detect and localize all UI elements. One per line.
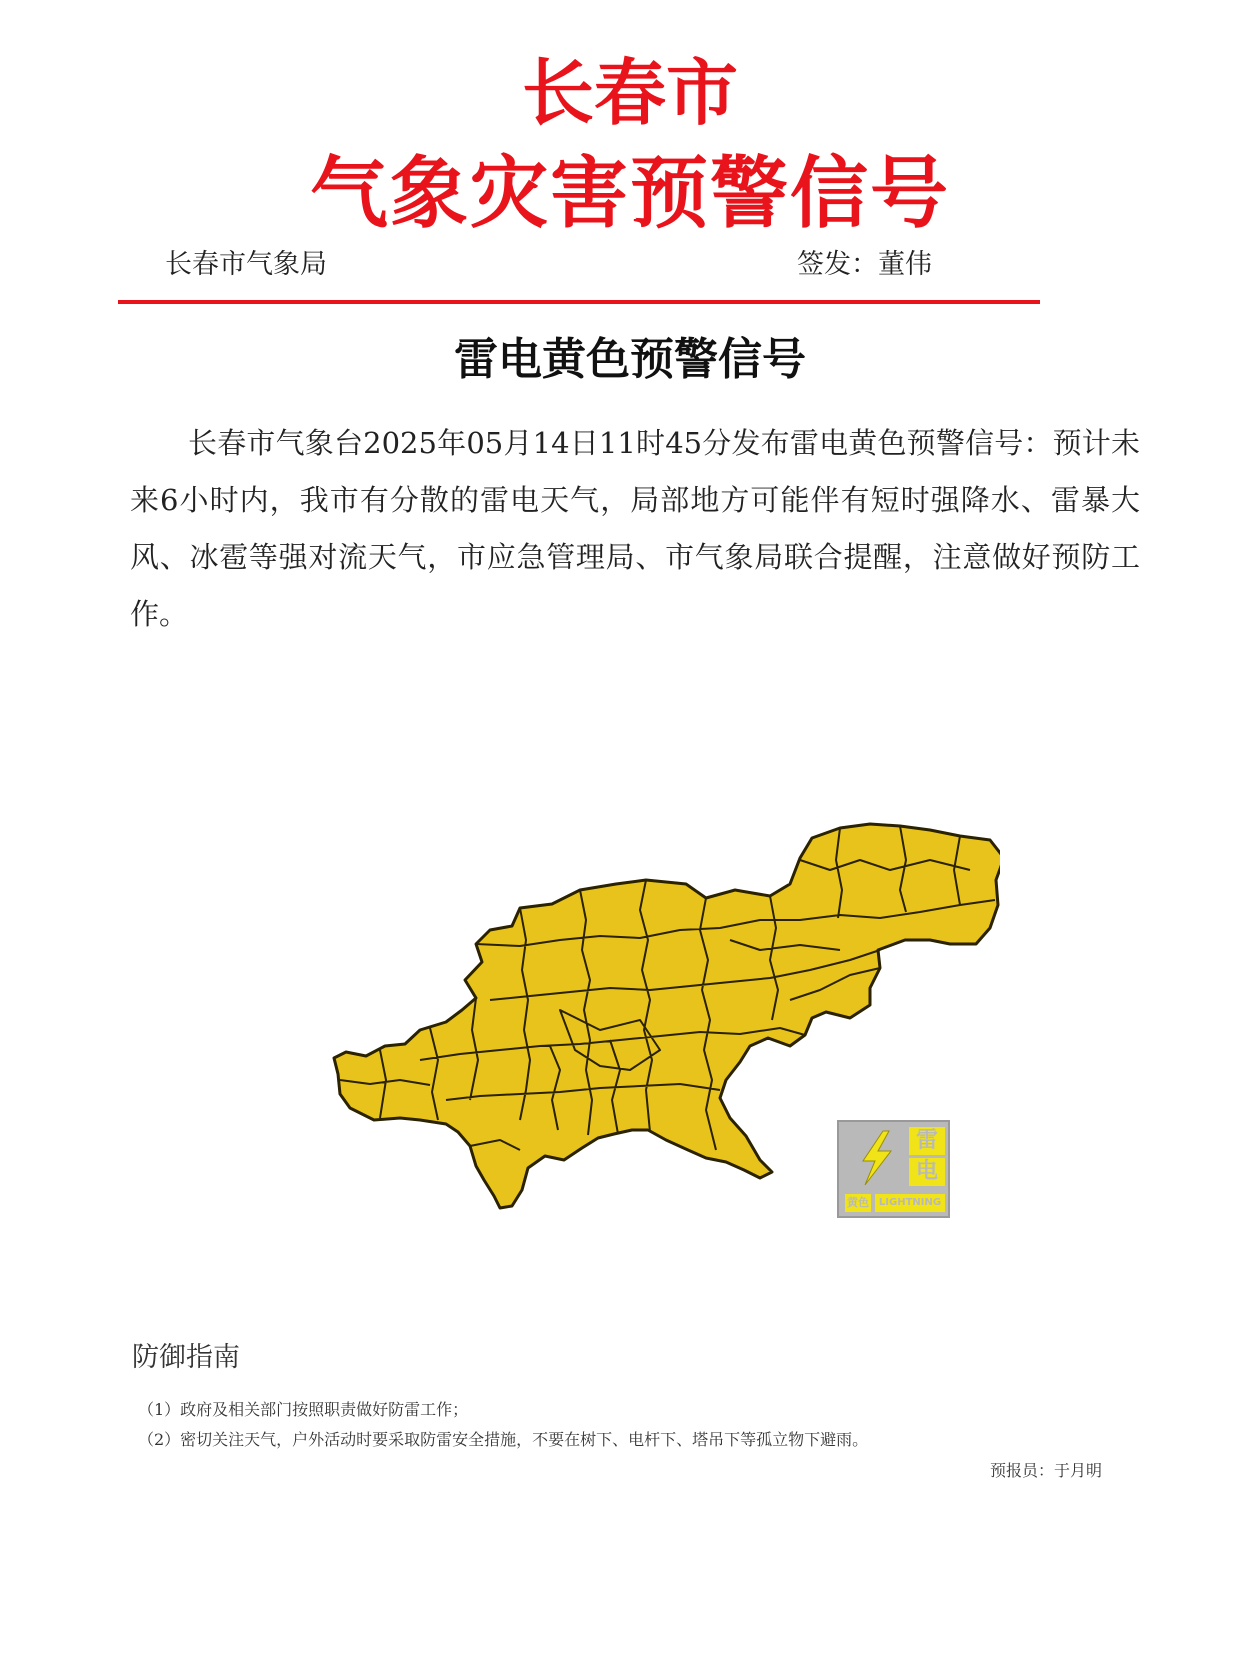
forecaster: 预报员：于月明 (990, 1461, 1103, 1480)
city-title: 长春市 (521, 51, 738, 135)
header-divider (118, 300, 1040, 304)
badge-level-en: LIGHTNING (875, 1194, 945, 1212)
lightning-yellow-warning-badge (837, 1120, 950, 1218)
issuer: 长春市气象局 (165, 249, 327, 280)
guide-item: （2）密切关注天气，户外活动时要采取防雷安全措施，不要在树下、电杆下、塔吊下等孤立物下避雨。 (138, 1430, 869, 1449)
warning-title: 雷电黄色预警信号 (454, 334, 806, 385)
defense-guide-heading: 防御指南 (132, 1342, 240, 1373)
lightning-bolt-icon (845, 1127, 907, 1189)
document-title: 气象灾害预警信号 (309, 149, 950, 239)
badge-char-dian: 电 (909, 1158, 945, 1186)
warning-body: 长春市气象台2025年05月14日11时45分发布雷电黄色预警信号：预计未来6小时内，我市有分散的雷电天气，局部地方可能伴有短时强降水、雷暴大风、冰雹等强对流天气，市应急管理局、市气象局联合提醒，注意做好预防工作。 (130, 426, 1140, 631)
guide-item: （1）政府及相关部门按照职责做好防雷工作； (138, 1400, 469, 1419)
signer: 签发：董伟 (797, 249, 932, 280)
badge-level-cn: 黄色 (845, 1194, 871, 1212)
badge-char-lei: 雷 (909, 1127, 945, 1155)
